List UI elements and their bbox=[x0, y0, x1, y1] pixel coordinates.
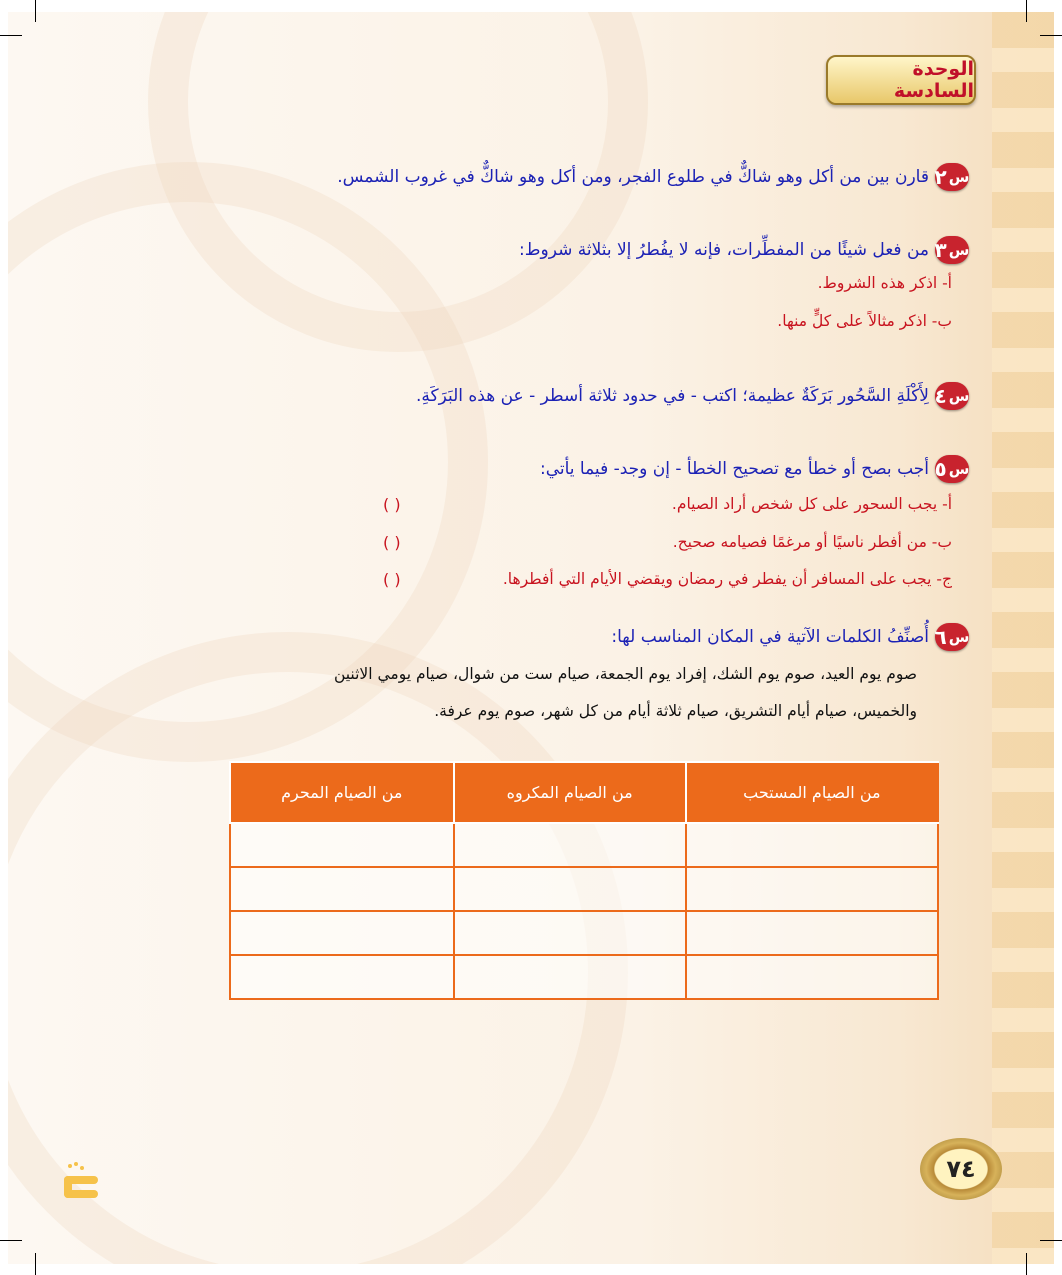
sub-item: أ- اذكر هذه الشروط. bbox=[817, 274, 952, 292]
header-forbidden: من الصيام المحرم bbox=[230, 762, 454, 823]
true-false-item: ب- من أفطر ناسيًا أو مرغمًا فصيامه صحيح. bbox=[672, 533, 952, 551]
answer-box[interactable]: ( ) bbox=[383, 570, 401, 589]
question-2 bbox=[337, 163, 969, 191]
crop-mark bbox=[35, 1253, 36, 1275]
crop-mark bbox=[0, 35, 22, 36]
true-false-item: ج- يجب على المسافر أن يفطر في رمضان ويقضي الأيام التي أفطرها. bbox=[502, 570, 952, 588]
table-cell[interactable] bbox=[686, 955, 938, 999]
question-badge-icon: س ٣ bbox=[934, 238, 970, 262]
question-text: أجب بصح أو خطأ مع تصحيح الخطأ - إن وجد- فيما يأتي: bbox=[539, 459, 929, 479]
answer-box[interactable]: ( ) bbox=[383, 495, 401, 514]
answer-box[interactable]: ( ) bbox=[383, 533, 401, 552]
question-badge-icon: س ٢ bbox=[934, 165, 970, 189]
table-row bbox=[230, 823, 938, 867]
table-cell[interactable] bbox=[454, 867, 686, 911]
table-cell[interactable] bbox=[686, 823, 938, 867]
table-cell[interactable] bbox=[230, 911, 454, 955]
table-row bbox=[230, 955, 938, 999]
question-text: لِأَكْلَةِ السَّحُور بَرَكَةٌ عظيمة؛ اكتب - في حدود ثلاثة أسطر - عن هذه البَرَكَةِ. bbox=[415, 386, 929, 406]
question-badge-icon: س ٥ bbox=[934, 457, 970, 481]
word-list-line: والخميس، صيام أيام التشريق، صيام ثلاثة أيام من كل شهر، صوم يوم عرفة. bbox=[434, 702, 917, 720]
table-row bbox=[230, 911, 938, 955]
question-badge-icon: س ٦ bbox=[934, 625, 970, 649]
question-text: من فعل شيئًا من المفطِّرات، فإنه لا يفُطرُ إلا بثلاثة شروط: bbox=[519, 240, 929, 260]
question-4 bbox=[416, 382, 969, 410]
table-cell[interactable] bbox=[454, 823, 686, 867]
unit-title-badge: الوحدة السادسة bbox=[826, 55, 976, 105]
question-text: قارن بين من أكل وهو شاكٌّ في طلوع الفجر، ومن أكل وهو شاكٌّ في غروب الشمس. bbox=[337, 167, 929, 187]
publisher-logo-icon bbox=[60, 1160, 104, 1204]
page-number: ٧٤ bbox=[920, 1138, 1002, 1200]
table-cell[interactable] bbox=[454, 911, 686, 955]
question-text: أُصنِّفُ الكلمات الآتية في المكان المناسب لها: bbox=[611, 627, 929, 647]
question-badge-icon: س ٤ bbox=[934, 384, 970, 408]
table-cell[interactable] bbox=[230, 955, 454, 999]
decorative-border bbox=[992, 12, 1054, 1264]
crop-mark bbox=[1026, 1253, 1027, 1275]
word-list-line: صوم يوم العيد، صوم يوم الشك، إفراد يوم الجمعة، صيام ست من شوال، صيام يومي الاثنين bbox=[333, 665, 917, 683]
crop-mark bbox=[0, 1240, 22, 1241]
sub-item: ب- اذكر مثالاً على كلٍّ منها. bbox=[777, 312, 952, 330]
question-3 bbox=[519, 236, 969, 264]
table-cell[interactable] bbox=[454, 955, 686, 999]
table-cell[interactable] bbox=[230, 823, 454, 867]
table-cell[interactable] bbox=[686, 911, 938, 955]
header-recommended: من الصيام المستحب bbox=[686, 762, 938, 823]
classification-table bbox=[229, 761, 939, 1000]
crop-mark bbox=[35, 0, 36, 22]
table-cell[interactable] bbox=[686, 867, 938, 911]
table-header-row bbox=[230, 762, 938, 823]
header-disliked: من الصيام المكروه bbox=[454, 762, 686, 823]
question-5 bbox=[540, 455, 969, 483]
crop-mark bbox=[1040, 35, 1062, 36]
table-row bbox=[230, 867, 938, 911]
crop-mark bbox=[1026, 0, 1027, 22]
table-cell[interactable] bbox=[230, 867, 454, 911]
question-6 bbox=[611, 623, 969, 651]
true-false-item: أ- يجب السحور على كل شخص أراد الصيام. bbox=[671, 495, 952, 513]
crop-mark bbox=[1040, 1240, 1062, 1241]
